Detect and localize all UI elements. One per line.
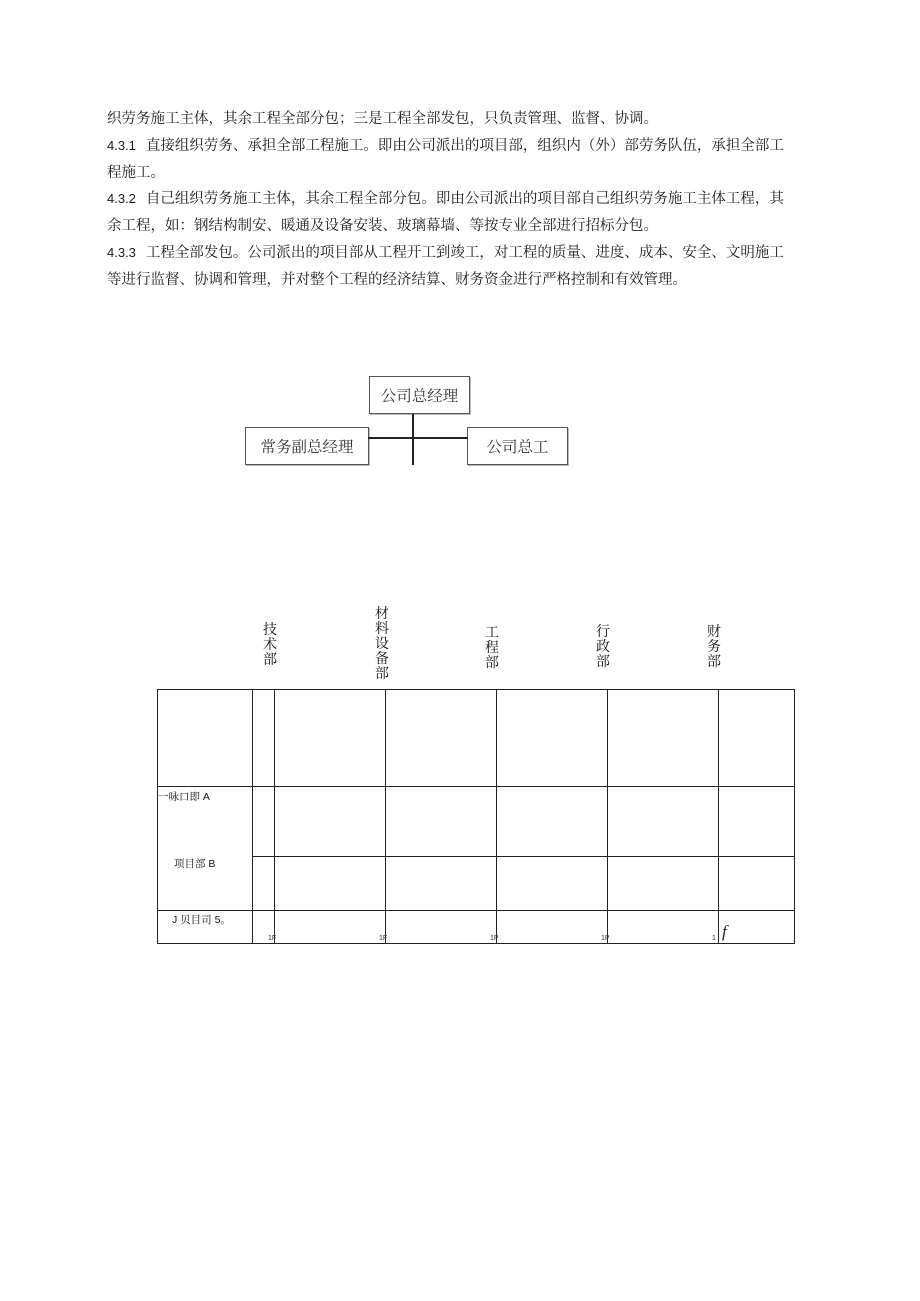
italic-f-mark: f [722, 922, 727, 941]
org-connector-vertical [412, 414, 414, 465]
footer-mark: 1 [712, 935, 716, 942]
row-label-project-c: J 贝目司 5。 [172, 914, 231, 926]
paragraph-4-3-1 [107, 133, 797, 186]
grid-vline [718, 690, 719, 943]
paragraph-0 [107, 106, 797, 133]
org-box-chief-engineer: 公司总工 [467, 427, 568, 465]
paragraph-text: 直接组织劳务、承担全部工程施工。即由公司派出的项目部，组织内（外）部劳务队伍，承担全部工程施工。 [107, 138, 784, 181]
paragraph-4-3-2 [107, 186, 797, 239]
dept-header-engineering: 工程部 [485, 625, 499, 671]
grid-vline [385, 690, 386, 943]
section-number: 4.3.3 [107, 245, 136, 260]
footer-mark: 1F [268, 935, 277, 942]
paragraph-text: 工程全部发包。公司派出的项目部从工程开工到竣工，对工程的质量、进度、成本、安全、文明施工等进行监督、协调和管理，并对整个工程的经济结算、财务资金进行严格控制和有效管理。 [107, 245, 784, 288]
section-number: 4.3.1 [107, 138, 136, 153]
row-label-project-a: 一咏口即 A [158, 791, 210, 803]
dept-header-admin: 行政部 [596, 624, 610, 670]
footer-mark: 1P [490, 935, 499, 942]
grid-vline [274, 690, 275, 943]
grid-hline [252, 856, 794, 857]
paragraph-4-3-3 [107, 240, 797, 293]
section-number: 4.3.2 [107, 191, 136, 206]
org-box-deputy-manager: 常务副总经理 [245, 427, 369, 465]
dept-header-finance: 财务部 [707, 624, 721, 670]
dept-header-tech: 技术部 [263, 622, 277, 668]
grid-hline [158, 910, 794, 911]
grid-vline [607, 690, 608, 943]
footer-mark: 1P [601, 935, 610, 942]
org-box-general-manager: 公司总经理 [369, 376, 470, 414]
grid-vline [252, 690, 253, 943]
grid-vline [496, 690, 497, 943]
dept-header-materials: 材料设备部 [375, 606, 389, 682]
paragraph-text: 自己组织劳务施工主体，其余工程全部分包。即由公司派出的项目部自己组织劳务施工主体工程，其余工程，如：钢结构制安、暖通及设备安装、玻璃幕墙、等按专业全部进行招标分包。 [107, 191, 784, 234]
grid-hline [158, 786, 794, 787]
row-label-project-b: 项目部 B [174, 858, 216, 870]
paragraph-text: 织劳务施工主体，其余工程全部分包；三是工程全部发包，只负责管理、监督、协调。 [107, 111, 658, 127]
project-department-grid [157, 689, 795, 944]
org-connector-horizontal [368, 437, 468, 439]
footer-mark: 1F [379, 935, 388, 942]
